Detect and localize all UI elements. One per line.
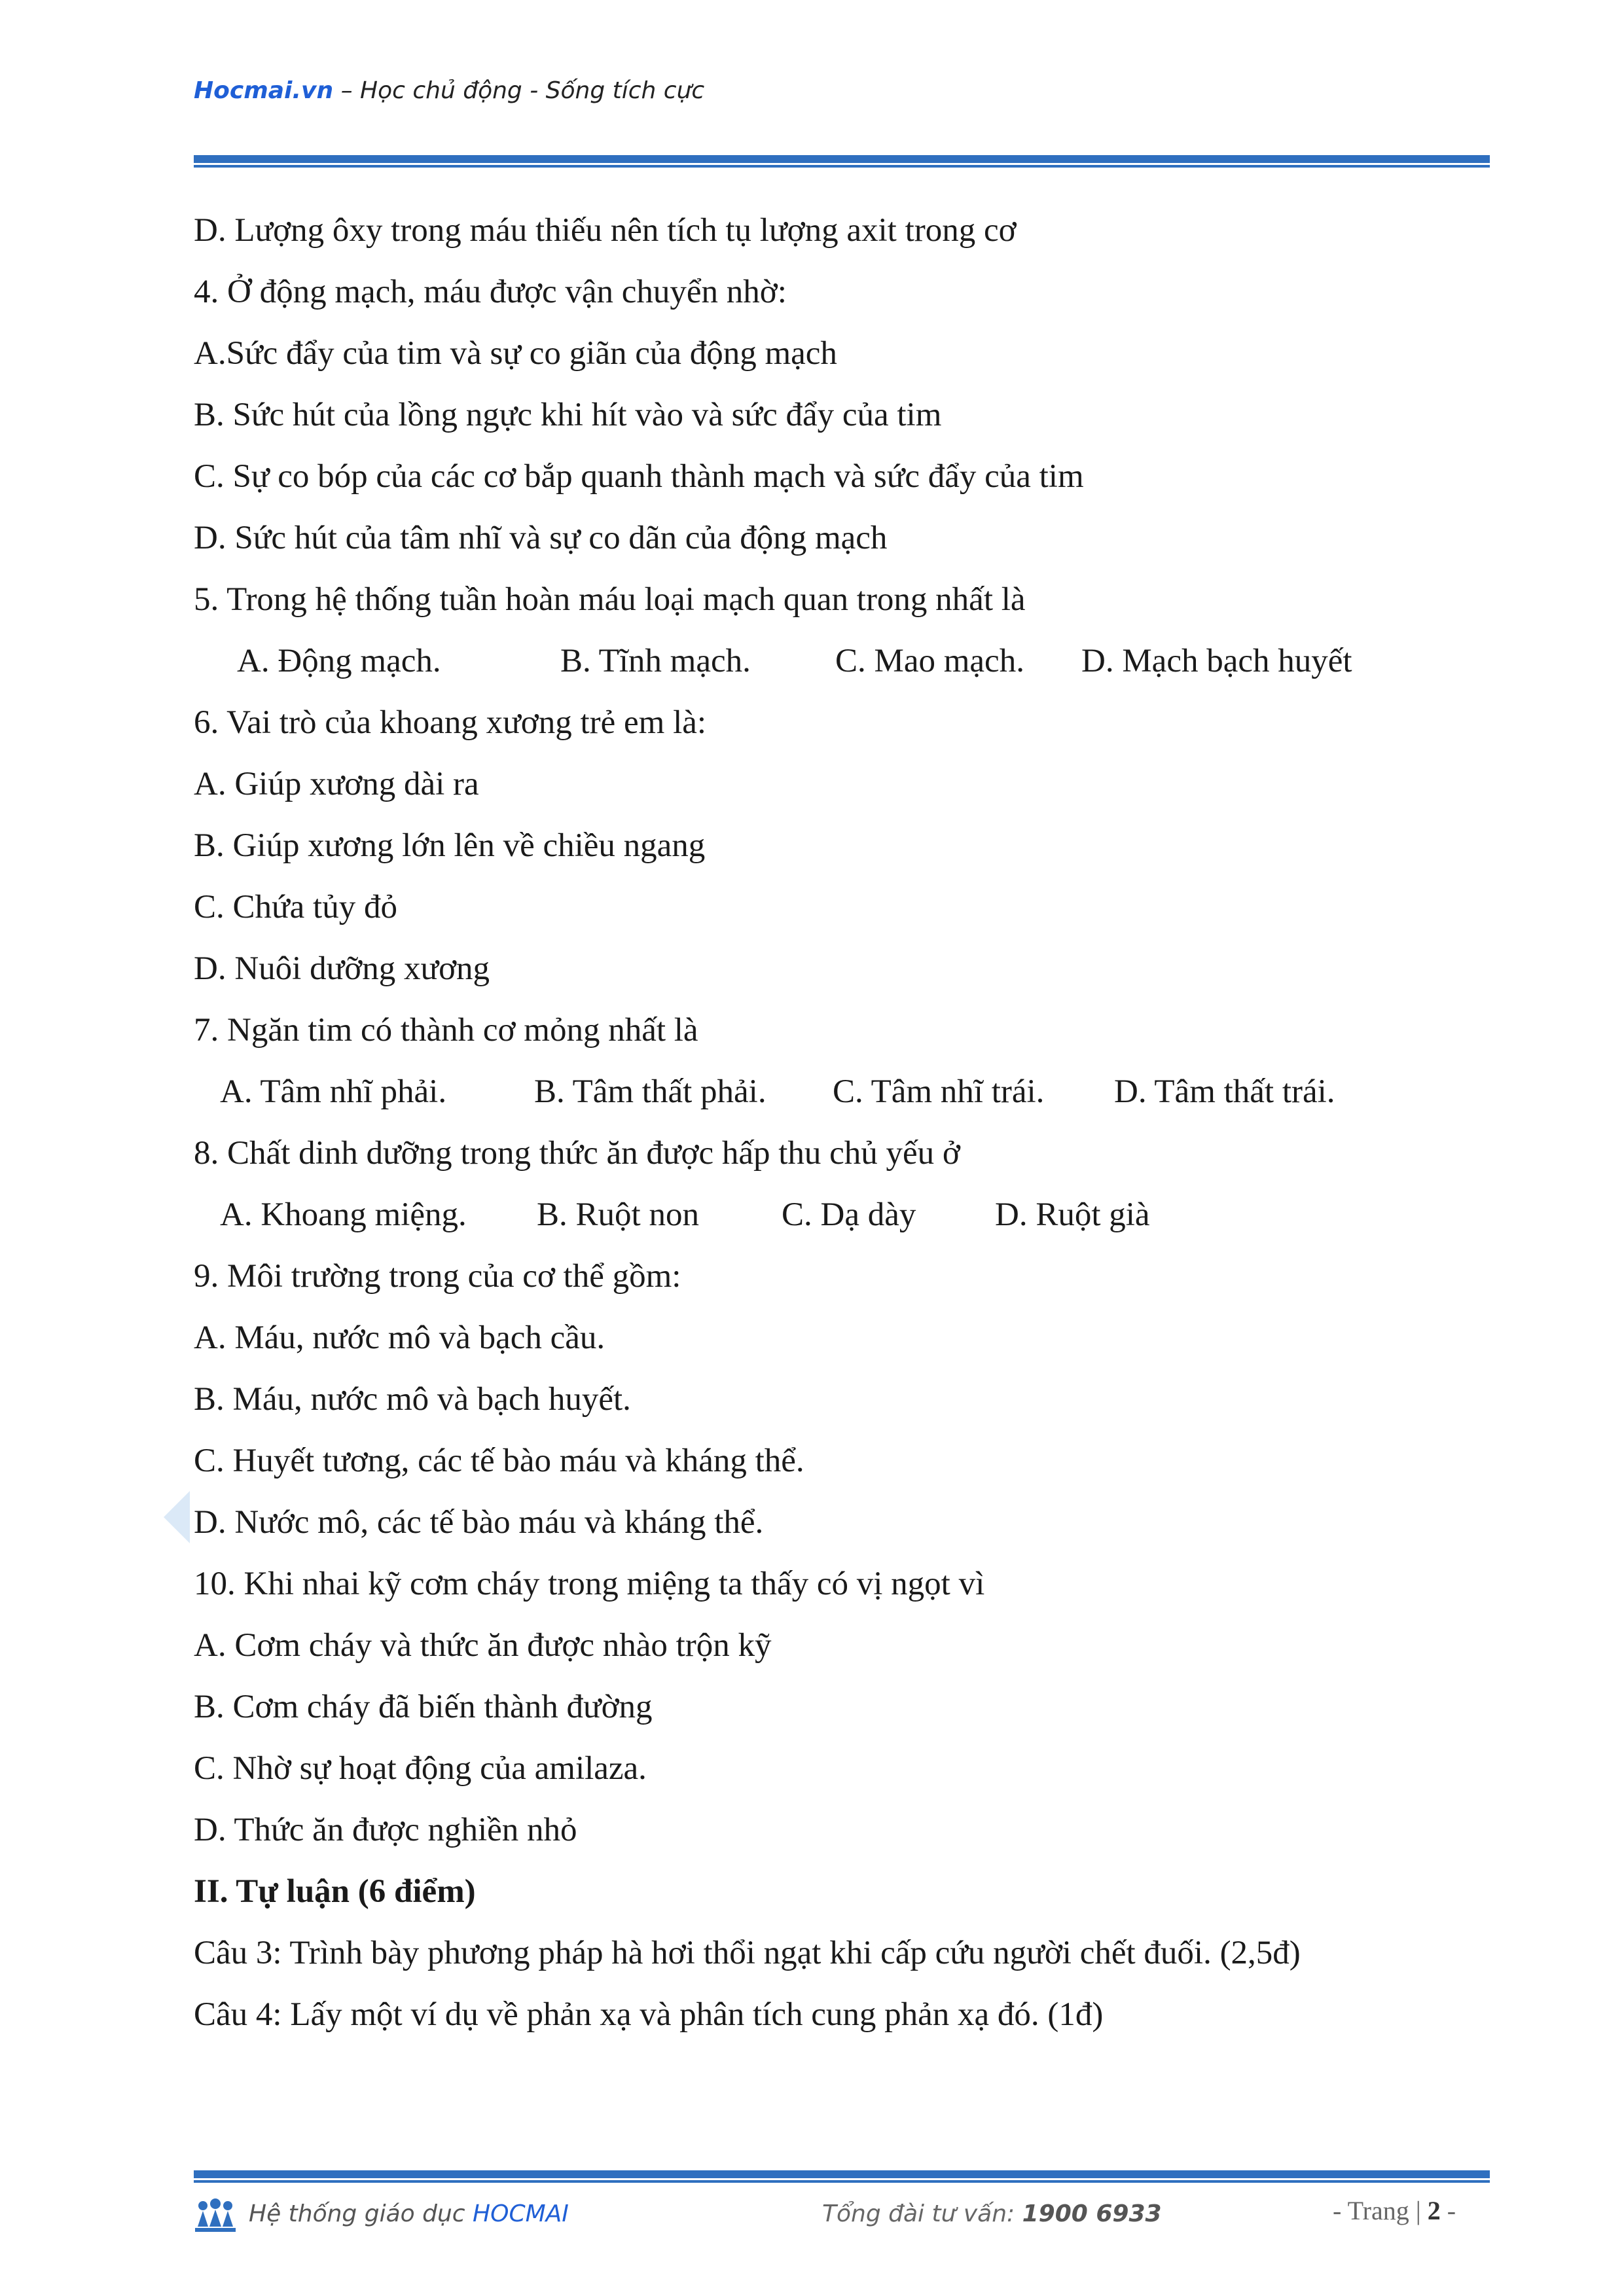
question-5: 5. Trong hệ thống tuần hoàn máu loại mạch quan trong nhất là [194,581,1026,618]
answer-line: A. Máu, nước mô và bạch cầu. [194,1319,605,1356]
header-slogan: – Học chủ động - Sống tích cực [333,77,705,104]
answer-line: B. Máu, nước mô và bạch huyết. [194,1381,631,1418]
question-8: 8. Chất dinh dưỡng trong thức ăn được hấp thu chủ yếu ở [194,1135,960,1172]
answer-line: D. Lượng ôxy trong máu thiếu nên tích tụ lượng axit trong cơ [194,212,1017,249]
hocmai-logo-icon [194,2198,237,2233]
answer-line: B. Sức hút của lồng ngực khi hít vào và sức đẩy của tim [194,397,942,433]
option-a: A. Tâm nhĩ phải. [220,1073,447,1110]
side-marker-icon [164,1491,190,1543]
page-number: 2 [1427,2196,1441,2225]
answer-line: C. Chứa tủy đỏ [194,889,397,925]
question-7: 7. Ngăn tim có thành cơ mỏng nhất là [194,1012,698,1049]
document-body [194,200,1496,2045]
question-7-options [194,1061,1496,1122]
answer-line: B. Cơm cháy đã biến thành đường [194,1689,653,1725]
option-d: D. Mạch bạch huyết [1081,643,1352,679]
footer-hotline-prefix: Tổng đài tư vấn: [822,2200,1022,2227]
answer-line: B. Giúp xương lớn lên về chiều ngang [194,827,706,864]
essay-question-3: Câu 3: Trình bày phương pháp hà hơi thổi ngạt khi cấp cứu người chết đuối. (2,5đ) [194,1935,1301,1971]
question-6: 6. Vai trò của khoang xương trẻ em là: [194,704,707,741]
footer-system-name: HOCMAI [473,2200,569,2227]
header-rule [194,155,1490,163]
option-c: C. Dạ dày [782,1196,916,1233]
option-d: D. Tâm thất trái. [1114,1073,1335,1110]
answer-line: C. Huyết tương, các tế bào máu và kháng thể. [194,1443,804,1479]
footer-system [249,2200,569,2227]
footer-system-prefix: Hệ thống giáo dục [249,2200,473,2227]
option-b: B. Tĩnh mạch. [560,643,751,679]
option-b: B. Tâm thất phải. [534,1073,767,1110]
answer-line: A.Sức đẩy của tim và sự co giãn của động mạch [194,335,837,372]
question-8-options [194,1184,1496,1246]
question-10: 10. Khi nhai kỹ cơm cháy trong miệng ta thấy có vị ngọt vì [194,1566,985,1602]
header-rule-thin [194,165,1490,168]
option-b: B. Ruột non [537,1196,699,1233]
question-9: 9. Môi trường trong của cơ thể gồm: [194,1258,681,1295]
answer-line: A. Giúp xương dài ra [194,766,479,802]
answer-line: D. Nước mô, các tế bào máu và kháng thể. [194,1504,764,1541]
section-heading: II. Tự luận (6 điểm) [194,1873,476,1910]
footer-page [1333,2195,1456,2226]
header-brand: Hocmai.vn [194,77,334,104]
option-d: D. Ruột già [995,1196,1150,1233]
question-4: 4. Ở động mạch, máu được vận chuyển nhờ: [194,274,787,310]
footer-hotline-number: 1900 6933 [1022,2200,1162,2227]
option-a: A. Khoang miệng. [220,1196,467,1233]
footer-hotline [822,2200,1162,2227]
answer-line: D. Nuôi dưỡng xương [194,950,490,987]
footer-rule [194,2170,1490,2178]
answer-line: D. Thức ăn được nghiền nhỏ [194,1812,577,1848]
answer-line: A. Cơm cháy và thức ăn được nhào trộn kỹ [194,1627,772,1664]
answer-line: C. Nhờ sự hoạt động của amilaza. [194,1750,647,1787]
footer-page-prefix: - Trang | [1333,2196,1428,2225]
footer-page-suffix: - [1440,2196,1456,2225]
answer-line: C. Sự co bóp của các cơ bắp quanh thành mạch và sức đẩy của tim [194,458,1084,495]
footer-rule-thin [194,2180,1490,2183]
question-5-options [194,630,1496,692]
page-header [194,77,704,104]
option-a: A. Động mạch. [237,643,441,679]
option-c: C. Tâm nhĩ trái. [833,1073,1045,1110]
answer-line: D. Sức hút của tâm nhĩ và sự co dãn của động mạch [194,520,888,556]
essay-question-4: Câu 4: Lấy một ví dụ về phản xạ và phân tích cung phản xạ đó. (1đ) [194,1996,1104,2033]
option-c: C. Mao mạch. [835,643,1024,679]
